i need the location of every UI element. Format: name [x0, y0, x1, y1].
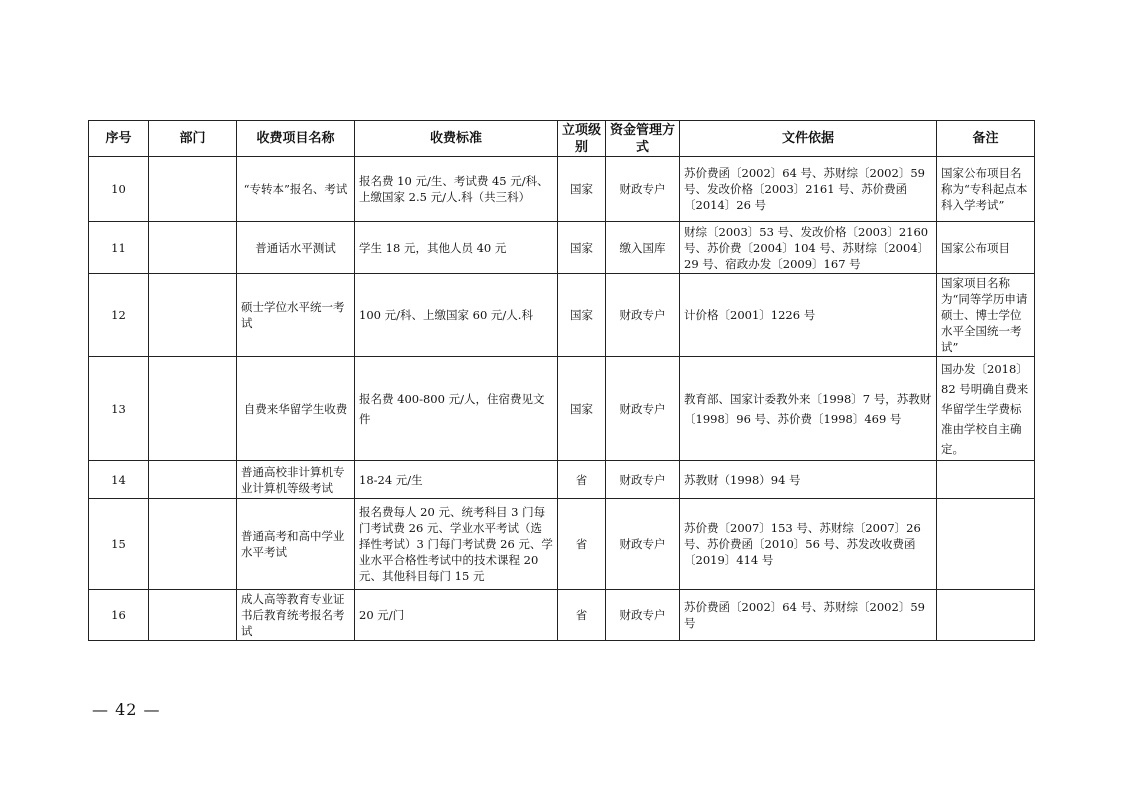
cell-basis: 苏价费函〔2002〕64 号、苏财综〔2002〕59 号: [680, 590, 937, 641]
cell-fund: 财政专户: [606, 274, 680, 357]
cell-name: 普通高考和高中学业水平考试: [237, 499, 355, 590]
page-number: — 42 —: [92, 700, 161, 719]
cell-name: 普通高校非计算机专业计算机等级考试: [237, 461, 355, 499]
cell-standard: 学生 18 元，其他人员 40 元: [355, 222, 558, 274]
cell-basis: 苏教财（1998）94 号: [680, 461, 937, 499]
header-name: 收费项目名称: [237, 121, 355, 157]
cell-dept: [149, 157, 237, 222]
table-row: [89, 499, 1035, 590]
header-dept: 部门: [149, 121, 237, 157]
cell-standard: 18-24 元/生: [355, 461, 558, 499]
cell-remark: 国家公布项目: [937, 222, 1035, 274]
cell-fund: 财政专户: [606, 157, 680, 222]
cell-no: 15: [89, 499, 149, 590]
cell-name: 成人高等教育专业证书后教育统考报名考试: [237, 590, 355, 641]
table-row: [89, 274, 1035, 357]
table-row: [89, 461, 1035, 499]
cell-remark: [937, 461, 1035, 499]
table-row: [89, 357, 1035, 461]
cell-no: 10: [89, 157, 149, 222]
cell-level: 省: [558, 499, 606, 590]
cell-level: 国家: [558, 357, 606, 461]
cell-remark: [937, 590, 1035, 641]
cell-remark: 国办发〔2018〕82 号明确自费来华留学生学费标准由学校自主确定。: [937, 357, 1035, 461]
cell-fund: 财政专户: [606, 590, 680, 641]
cell-level: 省: [558, 590, 606, 641]
cell-standard: 报名费每人 20 元、统考科目 3 门每门考试费 26 元、学业水平考试（选择性考试）3 门每门考试费 26 元、学业水平合格性考试中的技术课程 20 元、其他科目每门 15 元: [355, 499, 558, 590]
cell-remark: 国家项目名称为“同等学历申请硕士、博士学位水平全国统一考试”: [937, 274, 1035, 357]
cell-dept: [149, 222, 237, 274]
cell-name: 自费来华留学生收费: [237, 357, 355, 461]
table-row: [89, 222, 1035, 274]
header-no: 序号: [89, 121, 149, 157]
cell-dept: [149, 274, 237, 357]
cell-dept: [149, 461, 237, 499]
cell-dept: [149, 590, 237, 641]
header-remark: 备注: [937, 121, 1035, 157]
cell-fund: 财政专户: [606, 499, 680, 590]
cell-no: 11: [89, 222, 149, 274]
cell-level: 国家: [558, 222, 606, 274]
cell-level: 省: [558, 461, 606, 499]
cell-fund: 缴入国库: [606, 222, 680, 274]
cell-dept: [149, 499, 237, 590]
cell-remark: [937, 499, 1035, 590]
cell-remark: 国家公布项目名称为“专科起点本科入学考试”: [937, 157, 1035, 222]
cell-fund: 财政专户: [606, 461, 680, 499]
cell-basis: 计价格〔2001〕1226 号: [680, 274, 937, 357]
header-level: 立项级别: [558, 121, 606, 157]
header-standard: 收费标准: [355, 121, 558, 157]
table-row: [89, 157, 1035, 222]
cell-no: 13: [89, 357, 149, 461]
cell-no: 14: [89, 461, 149, 499]
cell-standard: 100 元/科、上缴国家 60 元/人.科: [355, 274, 558, 357]
cell-standard: 20 元/门: [355, 590, 558, 641]
cell-standard: 报名费 400-800 元/人，住宿费见文件: [355, 357, 558, 461]
cell-basis: 财综〔2003〕53 号、发改价格〔2003〕2160 号、苏价费〔2004〕104 号、苏财综〔2004〕29 号、宿政办发〔2009〕167 号: [680, 222, 937, 274]
table-row: [89, 590, 1035, 641]
cell-basis: 苏价费〔2007〕153 号、苏财综〔2007〕26 号、苏价费函〔2010〕56 号、苏发改收费函〔2019〕414 号: [680, 499, 937, 590]
cell-name: “专转本”报名、考试: [237, 157, 355, 222]
cell-level: 国家: [558, 274, 606, 357]
cell-basis: 教育部、国家计委教外来〔1998〕7 号，苏教财〔1998〕96 号、苏价费〔1998〕469 号: [680, 357, 937, 461]
cell-standard: 报名费 10 元/生、考试费 45 元/科、上缴国家 2.5 元/人.科（共三科）: [355, 157, 558, 222]
cell-level: 国家: [558, 157, 606, 222]
header-row: [89, 121, 1035, 157]
header-basis: 文件依据: [680, 121, 937, 157]
cell-fund: 财政专户: [606, 357, 680, 461]
cell-no: 16: [89, 590, 149, 641]
cell-no: 12: [89, 274, 149, 357]
cell-dept: [149, 357, 237, 461]
cell-name: 普通话水平测试: [237, 222, 355, 274]
cell-basis: 苏价费函〔2002〕64 号、苏财综〔2002〕59 号、发改价格〔2003〕2161 号、苏价费函〔2014〕26 号: [680, 157, 937, 222]
cell-name: 硕士学位水平统一考试: [237, 274, 355, 357]
fee-table: [88, 120, 1035, 641]
header-fund: 资金管理方式: [606, 121, 680, 157]
